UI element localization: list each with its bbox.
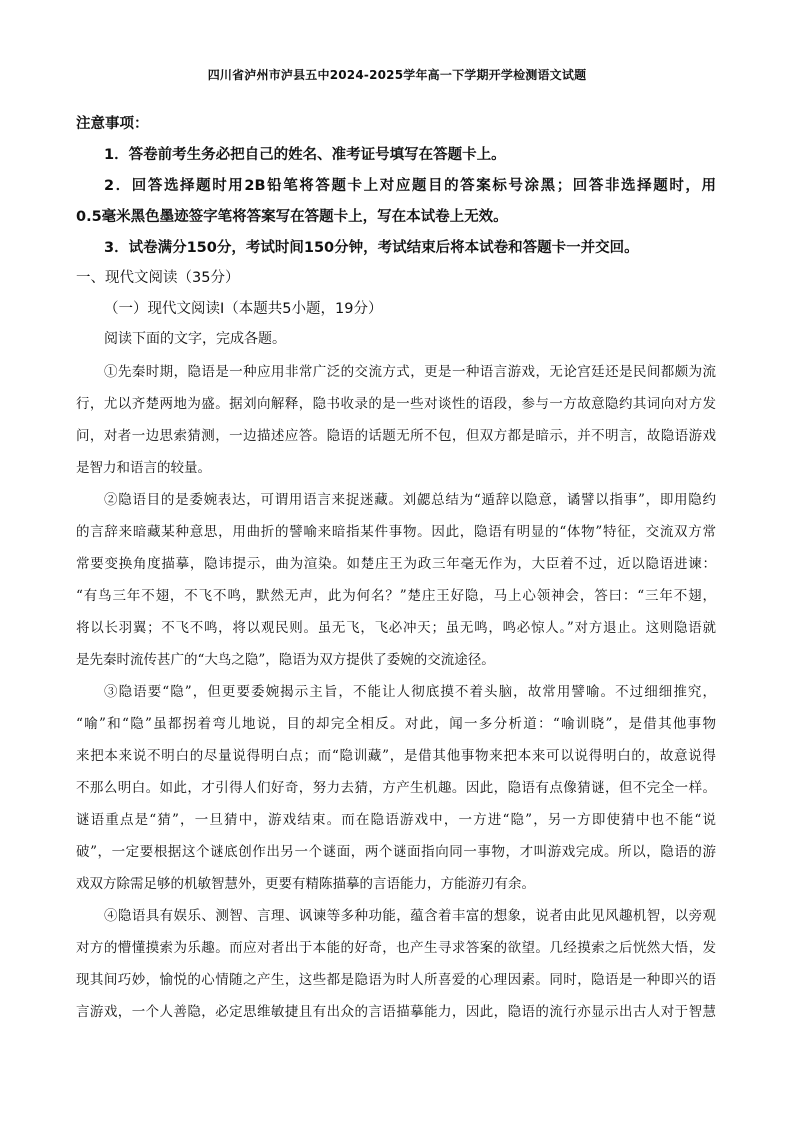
passage-line: 常要变换角度描摹，隐讳提示，曲为渲染。如楚庄王为政三年毫无作为，大臣着不过，近以隐语进谏： bbox=[76, 556, 716, 572]
passage-line: 不那么明白。如此，才引得人们好奇，努力去猜，方产生机趣。因此，隐语有点像猜谜，但不完全一样。 bbox=[76, 780, 716, 796]
passage-line: 现其间巧妙，愉悦的心情随之产生，这些都是隐语为时人所喜爱的心理因素。同时，隐语是一种即兴的语 bbox=[76, 972, 716, 988]
passage-line: ①先秦时期，隐语是一种应用非常广泛的交流方式，更是一种语言游戏，无论宫廷还是民间都颇为流 bbox=[104, 364, 716, 380]
passage-line: 是先秦时流传甚广的“大鸟之隐”，隐语为双方提供了委婉的交流途径。 bbox=[76, 652, 495, 668]
passage-line: “有鸟三年不翅，不飞不鸣，默然无声，此为何名？”楚庄王好隐，马上心领神会，答曰：“三年不翅， bbox=[76, 588, 716, 604]
passage-line: ④隐语具有娱乐、测智、言理、讽谏等多种功能，蕴含着丰富的想象，说者由此见风趣机智，以旁观 bbox=[104, 908, 716, 924]
passage-line: 问，对者一边思索猜测，一边描述应答。隐语的话题无所不包，但双方都是暗示，并不明言，故隐语游戏 bbox=[76, 428, 716, 444]
passage-line: 的言辞来暗藏某种意思，用曲折的譬喻来暗指某件事物。因此，隐语有明显的“体物”特征，交流双方常 bbox=[76, 524, 716, 540]
passage-line: 行，尤以齐楚两地为盛。据刘向解释，隐书收录的是一些对谈性的语段，参与一方故意隐约其词向对方发 bbox=[76, 396, 716, 412]
passage-line: 言游戏，一个人善隐，必定思维敏捷且有出众的言语描摹能力，因此，隐语的流行亦显示出古人对于智慧 bbox=[76, 1004, 716, 1020]
subsection-heading: （一）现代文阅读Ⅰ（本题共5小题，19分） bbox=[104, 301, 383, 317]
passage-line: 谜语重点是“猜”，一旦猜中，游戏结束。而在隐语游戏中，一方进“隐”，另一方即使猜中也不能“说 bbox=[76, 812, 716, 828]
passage-line: “喻”和“隐”虽都拐着弯儿地说，目的却完全相反。对此，闻一多分析道：“喻训晓”，是借其他事物 bbox=[76, 716, 716, 732]
passage-line: 来把本来说不明白的尽量说得明白点；而“隐训藏”，是借其他事物来把本来可以说得明白的，故意说得 bbox=[76, 748, 716, 764]
section-heading: 一、现代文阅读（35分） bbox=[76, 270, 240, 286]
notice-item-2-line-2: 0.5毫米黑色墨迹签字笔将答案写在答题卡上，写在本试卷上无效。 bbox=[76, 209, 508, 225]
passage-line: 将以长羽翼；不飞不鸣，将以观民则。虽无飞，飞必冲天；虽无鸣，鸣必惊人。”对方退止。这则隐语就 bbox=[76, 620, 716, 636]
passage-line: 对方的懵懂摸索为乐趣。而应对者出于本能的好奇，也产生寻求答案的欲望。几经摸索之后恍然大悟，发 bbox=[76, 940, 716, 956]
notice-heading: 注意事项： bbox=[76, 116, 149, 132]
reading-instruction: 阅读下面的文字，完成各题。 bbox=[104, 331, 286, 347]
notice-item-2-line-1: 2．回答选择题时用2B铅笔将答题卡上对应题目的答案标号涂黑；回答非选择题时，用 bbox=[104, 178, 716, 194]
passage-line: 戏双方除需足够的机敏智慧外，更要有精陈描摹的言语能力，方能游刃有余。 bbox=[76, 876, 535, 892]
notice-item-3: 3．试卷满分150分，考试时间150分钟，考试结束后将本试卷和答题卡一并交回。 bbox=[104, 240, 639, 256]
passage-line: 破”，一定要根据这个谜底创作出另一个谜面，两个谜面指向同一事物，才叫游戏完成。所以，隐语的游 bbox=[76, 844, 716, 860]
passage-line: 是智力和语言的较量。 bbox=[76, 460, 211, 476]
passage-line: ②隐语目的是委婉表达，可谓用语言来捉迷藏。刘勰总结为“遁辞以隐意，谲譬以指事”，即用隐约 bbox=[104, 492, 716, 508]
notice-item-1: 1．答卷前考生务必把自己的姓名、准考证号填写在答题卡上。 bbox=[104, 147, 506, 163]
passage-line: ③隐语要“隐”，但更要委婉揭示主旨，不能让人彻底摸不着头脑，故常用譬喻。不过细细推究， bbox=[104, 684, 716, 700]
exam-title: 四川省泸州市泸县五中2024-2025学年高一下学期开学检测语文试题 bbox=[207, 68, 587, 82]
